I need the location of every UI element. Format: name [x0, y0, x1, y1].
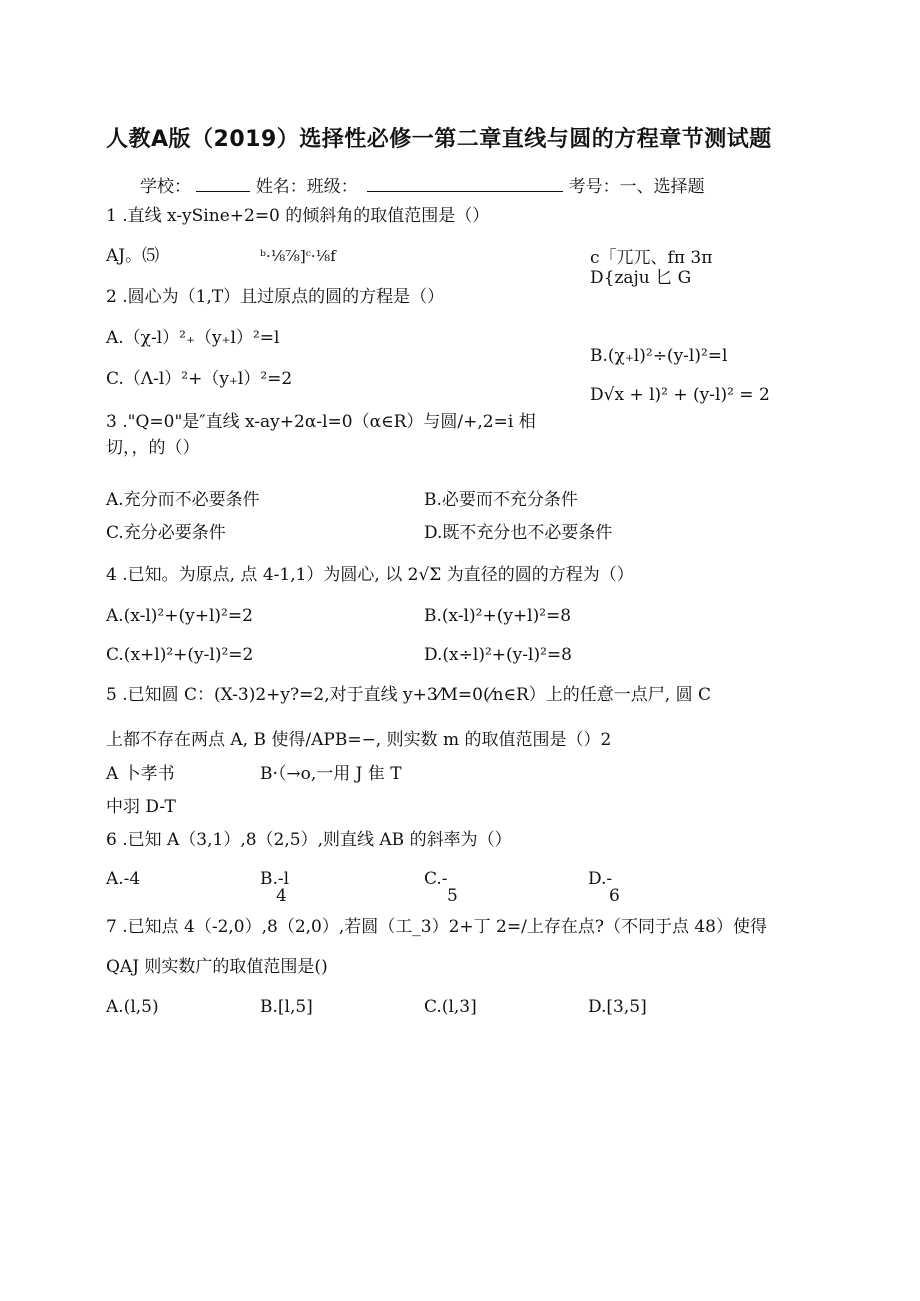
- question-1-option-b[interactable]: ᵇ·⅛⅞]ᶜ·⅛f: [260, 247, 336, 265]
- question-6-option-b[interactable]: B.-l: [260, 869, 290, 889]
- question-7-option-c[interactable]: C.(l,3]: [424, 997, 477, 1017]
- question-6-option-a[interactable]: A.-4: [106, 869, 141, 889]
- question-5-option-b[interactable]: B·（→o,一用 J 隹 T: [260, 764, 402, 784]
- question-5-option-a[interactable]: A 卜孝书: [106, 764, 175, 784]
- question-4-option-a[interactable]: A.(x-l)²+(y+l)²=2: [106, 606, 253, 626]
- number-label: 考号：一、选择题: [568, 177, 705, 197]
- class-field[interactable]: [367, 175, 563, 192]
- question-3-option-a[interactable]: A.充分而不必要条件: [106, 490, 260, 510]
- question-5-stem-line2: 上都不存在两点 A, B 使得∕APB=−, 则实数 m 的取值范围是（）2: [106, 730, 612, 750]
- question-5-stem-line1: 5 .已知圆 C：(X-3)2+y?=2,对于直线 y+3⁄M=0(⁄n∈R）上的任意一点尸, 圆 C: [106, 685, 711, 705]
- question-3-option-d[interactable]: D.既不充分也不必要条件: [424, 523, 613, 543]
- question-7-stem-line2: QAJ 则实数广的取值范围是(): [106, 957, 328, 977]
- page-title: 人教A版（2019）选择性必修一第二章直线与圆的方程章节测试题: [106, 127, 772, 152]
- question-2-option-a[interactable]: A.（χ-l）²₊（y₊l）²=l: [106, 328, 280, 348]
- question-3-stem-line2: 切，，的（）: [106, 438, 200, 458]
- question-7-option-d[interactable]: D.[3,5]: [588, 997, 647, 1017]
- question-5-option-cd[interactable]: 中羽 D-T: [106, 797, 176, 817]
- question-7-option-b[interactable]: B.[l,5]: [260, 997, 313, 1017]
- question-6-stem: 6 .已知 A（3,1）,8（2,5）,则直线 AB 的斜率为（）: [106, 830, 512, 850]
- question-1-option-c[interactable]: c「兀兀、fπ 3π: [590, 248, 713, 268]
- school-label: 学校：: [140, 177, 191, 197]
- question-1-option-a[interactable]: AJ。⑸: [106, 246, 160, 266]
- question-1-option-d[interactable]: D{zaju 匕 G: [590, 268, 692, 288]
- question-2-option-d[interactable]: D√x + l)² + (y-l)² = 2: [590, 385, 770, 405]
- question-7-stem-line1: 7 .已知点 4（-2,0）,8（2,0）,若圆（工_3）2+丁 2=/上存在点?（不同于点 48）使得: [106, 917, 767, 937]
- name-label: 姓名：班级：: [255, 177, 358, 197]
- question-4-option-c[interactable]: C.(x+l)²+(y-l)²=2: [106, 645, 254, 665]
- question-2-option-c[interactable]: C.（Λ-l）²+（y₊l）²=2: [106, 369, 293, 389]
- question-2-stem: 2 .圆心为（1,T）且过原点的圆的方程是（）: [106, 287, 445, 307]
- question-6-option-d[interactable]: D.-: [588, 869, 613, 889]
- question-4-option-b[interactable]: B.(x-l)²+(y+l)²=8: [424, 606, 572, 626]
- header-line: [140, 175, 705, 197]
- question-1-stem: 1 .直线 x-ySine+2=0 的倾斜角的取值范围是（）: [106, 206, 490, 226]
- question-3-option-c[interactable]: C.充分必要条件: [106, 523, 226, 543]
- question-6-option-c[interactable]: C.-: [424, 869, 448, 889]
- question-4-stem: 4 .已知。为原点, 点 4-1,1）为圆心, 以 2√Σ 为直径的圆的方程为（）: [106, 565, 634, 585]
- question-4-option-d[interactable]: D.(x÷l)²+(y-l)²=8: [424, 645, 572, 665]
- school-field[interactable]: [196, 175, 250, 192]
- question-2-option-b[interactable]: B.(χ₊l)²÷(y-l)²=l: [590, 346, 728, 366]
- question-6-option-c-denominator: 5: [447, 886, 458, 906]
- question-6-option-b-denominator: 4: [276, 886, 287, 906]
- question-6-option-d-denominator: 6: [609, 886, 620, 906]
- question-3-stem-line1: 3 ."Q=0"是″直线 x-ay+2α-l=0（α∈R）与圆/+,2=i 相: [106, 412, 536, 432]
- question-7-option-a[interactable]: A.(l,5): [106, 997, 159, 1017]
- question-3-option-b[interactable]: B.必要而不充分条件: [424, 490, 578, 510]
